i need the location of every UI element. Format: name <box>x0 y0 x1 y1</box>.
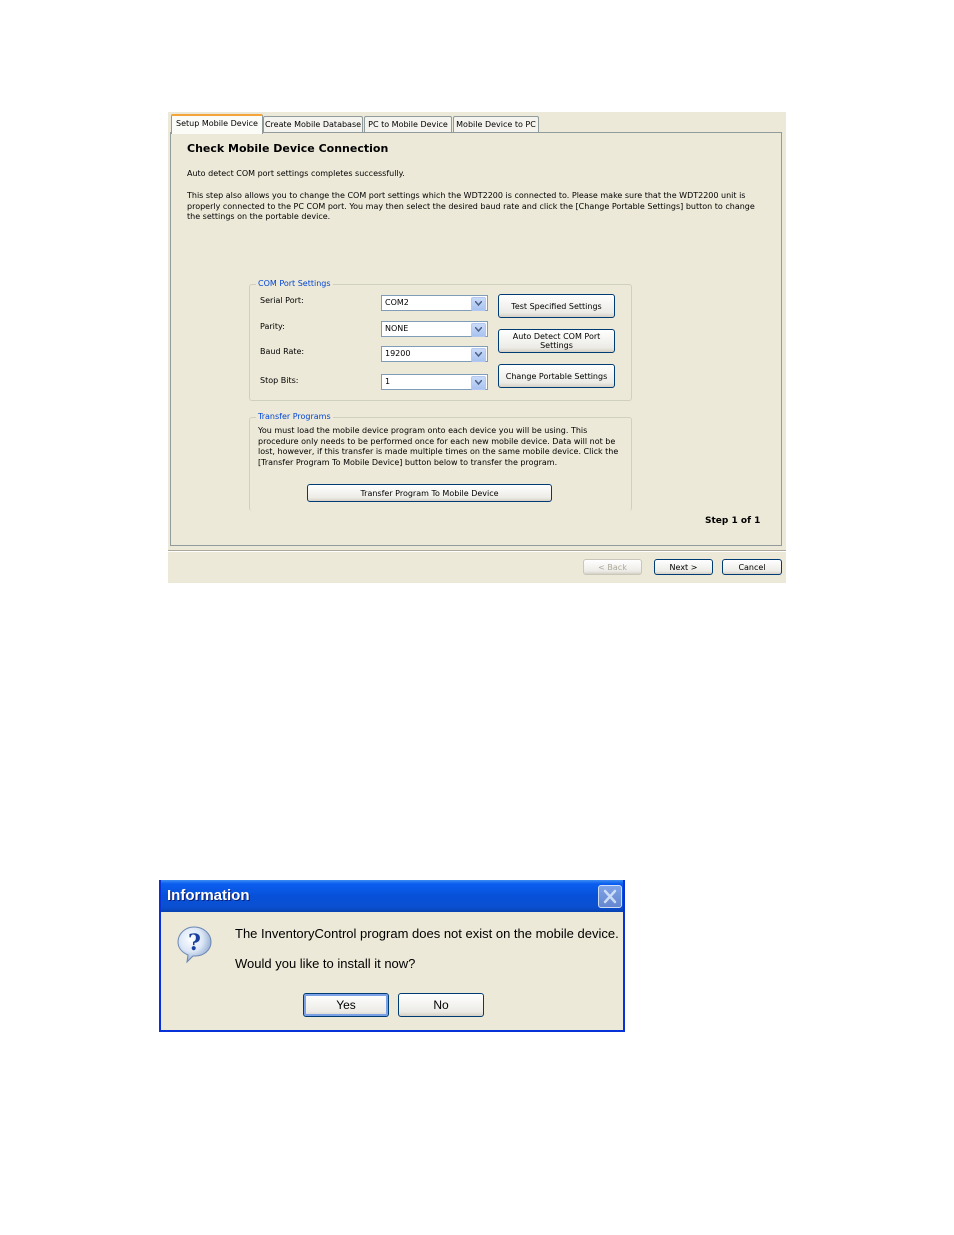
change-portable-settings-button[interactable]: Change Portable Settings <box>498 364 615 388</box>
question-icon <box>175 924 215 964</box>
baud-rate-value: 19200 <box>385 349 411 358</box>
setup-wizard-window <box>168 112 786 583</box>
transfer-program-button[interactable]: Transfer Program To Mobile Device <box>307 484 552 502</box>
dialog-message-line2: Would you like to install it now? <box>235 956 416 971</box>
dropdown-arrow-icon[interactable] <box>471 323 486 337</box>
next-button[interactable]: Next > <box>654 559 713 575</box>
dialog-title: Information <box>167 887 250 904</box>
baud-rate-label: Baud Rate: <box>260 347 305 356</box>
dropdown-arrow-icon[interactable] <box>471 376 486 390</box>
cancel-button[interactable]: Cancel <box>722 559 782 575</box>
step-total: 1 <box>754 516 761 526</box>
tab-setup-mobile-device[interactable]: Setup Mobile Device <box>171 114 263 134</box>
close-icon <box>599 886 621 907</box>
status-text: Auto detect COM port settings completes successfully. <box>187 169 405 178</box>
dropdown-arrow-icon[interactable] <box>471 348 486 362</box>
parity-select[interactable] <box>381 321 488 337</box>
auto-detect-com-port-button[interactable]: Auto Detect COM Port Settings <box>498 329 615 353</box>
page-title: Check Mobile Device Connection <box>187 142 389 155</box>
stop-bits-label: Stop Bits: <box>260 376 299 385</box>
tab-pc-to-mobile-device[interactable]: PC to Mobile Device <box>364 116 452 133</box>
step-indicator <box>705 516 760 526</box>
yes-button[interactable]: Yes <box>303 993 389 1017</box>
footer-divider <box>168 550 786 552</box>
instructions-text: This step also allows you to change the COM port settings which the WDT2200 is connected to. Please make sure that the WDT2200 unit is properly connected to the PC COM port. You may then select the desired baud rate and click the [Change Portable Settings] button to change the settings on the portable device. <box>187 191 755 221</box>
parity-label: Parity: <box>260 322 285 331</box>
step-current: 1 <box>731 516 738 526</box>
svg-text:?: ? <box>188 930 201 956</box>
test-specified-settings-button[interactable]: Test Specified Settings <box>498 294 615 318</box>
serial-port-label: Serial Port: <box>260 296 304 305</box>
serial-port-select[interactable] <box>381 295 488 311</box>
stop-bits-select[interactable] <box>381 374 488 390</box>
dialog-message-line1: The InventoryControl program does not exist on the mobile device. <box>235 926 619 941</box>
baud-rate-select[interactable] <box>381 346 488 362</box>
transfer-programs-legend: Transfer Programs <box>258 412 331 421</box>
step-of-word: of <box>740 516 751 526</box>
dialog-title-bar[interactable] <box>161 880 623 912</box>
tab-mobile-device-to-pc[interactable]: Mobile Device to PC <box>453 116 539 133</box>
tab-panel <box>170 132 782 546</box>
close-button[interactable] <box>598 885 622 908</box>
dropdown-arrow-icon[interactable] <box>471 297 486 311</box>
transfer-programs-text: You must load the mobile device program onto each device you will be using. This procedure only needs to be performed once for each new mobile device. Data will not be lost, however, if this transfer is made multiple times on the same mobile device. Click the [Transfer Program To Mobile Device] button below to transfer the program. <box>258 426 619 467</box>
parity-value: NONE <box>385 324 409 333</box>
tab-create-mobile-database[interactable]: Create Mobile Database <box>263 116 363 133</box>
com-port-settings-legend: COM Port Settings <box>258 279 331 288</box>
no-button[interactable]: No <box>398 993 484 1017</box>
com-port-settings-group <box>249 279 632 401</box>
information-dialog <box>159 880 625 1032</box>
transfer-programs-group <box>249 412 632 511</box>
back-button[interactable]: < Back <box>583 559 642 575</box>
step-word: Step <box>705 516 729 526</box>
serial-port-value: COM2 <box>385 298 409 307</box>
stop-bits-value: 1 <box>385 377 391 386</box>
